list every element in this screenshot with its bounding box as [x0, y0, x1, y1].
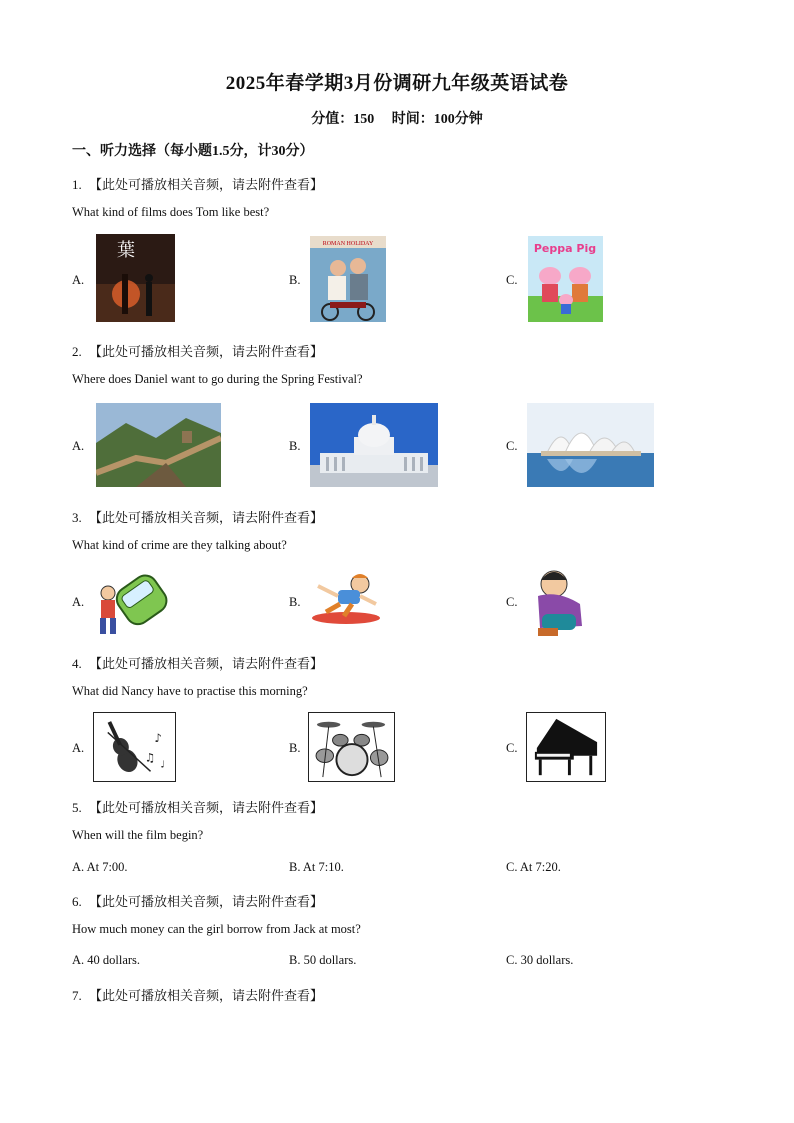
q2-option-a-label[interactable]: A.	[72, 439, 85, 453]
audio-note[interactable]: 【此处可播放相关音频，请去附件查看】	[89, 988, 324, 1003]
question-number: 5.	[72, 800, 82, 815]
roman-holiday-poster[interactable]	[310, 236, 386, 322]
poster-title-text: ROMAN HOLIDAY	[322, 241, 374, 247]
question-2-text: Where does Daniel want to go during the Spring Festival?	[72, 372, 363, 386]
sad-boy-illustration[interactable]	[530, 566, 586, 638]
audio-note[interactable]: 【此处可播放相关音频，请去附件查看】	[89, 656, 324, 671]
grand-piano-icon[interactable]	[526, 712, 606, 782]
question-number: 7.	[72, 988, 82, 1003]
audio-note[interactable]: 【此处可播放相关音频，请去附件查看】	[89, 177, 324, 192]
car-hit-person-illustration[interactable]	[92, 563, 170, 639]
question-3-text: What kind of crime are they talking about?	[72, 538, 287, 552]
svg-text:♩: ♩	[160, 759, 165, 771]
svg-text:♪: ♪	[154, 731, 162, 746]
poster-title-glyph: 葉	[117, 240, 135, 261]
q6-option-a[interactable]: A. 40 dollars.	[72, 953, 141, 967]
q2-option-c-label[interactable]: C.	[506, 439, 518, 453]
q5-option-c[interactable]: C. At 7:20.	[506, 860, 561, 874]
great-wall-photo[interactable]	[96, 403, 221, 487]
question-6-text: How much money can the girl borrow from Jack at most?	[72, 922, 361, 936]
question-number: 6.	[72, 894, 82, 909]
question-6-header	[72, 891, 323, 910]
q4-option-a-label[interactable]: A.	[72, 741, 85, 755]
question-1-header	[72, 174, 323, 193]
drum-kit-icon[interactable]	[308, 712, 395, 782]
audio-note[interactable]: 【此处可播放相关音频，请去附件查看】	[89, 510, 324, 525]
svg-text:♫: ♫	[144, 750, 156, 765]
q4-option-b-label[interactable]: B.	[289, 741, 301, 755]
q3-option-a-label[interactable]: A.	[72, 595, 85, 609]
kungfu-movie-poster[interactable]	[96, 234, 175, 322]
q5-option-b[interactable]: B. At 7:10.	[289, 860, 344, 874]
sydney-opera-house-photo[interactable]	[527, 403, 654, 487]
q1-option-b-label[interactable]: B.	[289, 273, 301, 287]
section-heading: 一、听力选择（每小题1.5分，计30分）	[72, 144, 314, 159]
question-number: 3.	[72, 510, 82, 525]
q3-option-b-label[interactable]: B.	[289, 595, 301, 609]
q3-option-c-label[interactable]: C.	[506, 595, 518, 609]
q1-option-a-label[interactable]: A.	[72, 273, 85, 287]
question-number: 1.	[72, 177, 82, 192]
question-5-text: When will the film begin?	[72, 828, 204, 842]
question-4-text: What did Nancy have to practise this morning?	[72, 684, 308, 698]
question-2-header	[72, 341, 323, 360]
q2-option-b-label[interactable]: B.	[289, 439, 301, 453]
exam-info: 分值：150 时间：100分钟	[311, 112, 483, 127]
question-5-header	[72, 797, 323, 816]
audio-note[interactable]: 【此处可播放相关音频，请去附件查看】	[89, 894, 324, 909]
q6-option-b[interactable]: B. 50 dollars.	[289, 953, 357, 967]
boy-slipping-illustration[interactable]	[308, 566, 384, 628]
question-7-header	[72, 985, 323, 1004]
question-3-header	[72, 507, 323, 526]
q6-option-c[interactable]: C. 30 dollars.	[506, 953, 574, 967]
violin-icon[interactable]	[93, 712, 176, 782]
audio-note[interactable]: 【此处可播放相关音频，请去附件查看】	[89, 800, 324, 815]
page-title: 2025年春学期3月份调研九年级英语试卷	[225, 73, 569, 94]
q1-option-c-label[interactable]: C.	[506, 273, 518, 287]
question-1-text: What kind of films does Tom like best?	[72, 205, 270, 219]
q4-option-c-label[interactable]: C.	[506, 741, 518, 755]
question-number: 2.	[72, 344, 82, 359]
peppa-pig-cartoon[interactable]	[528, 236, 603, 322]
question-number: 4.	[72, 656, 82, 671]
question-4-header	[72, 653, 323, 672]
audio-note[interactable]: 【此处可播放相关音频，请去附件查看】	[89, 344, 324, 359]
capitol-building-photo[interactable]	[310, 403, 438, 487]
cartoon-title-text: Peppa Pig	[533, 242, 597, 255]
q5-option-a[interactable]: A. At 7:00.	[72, 860, 128, 874]
